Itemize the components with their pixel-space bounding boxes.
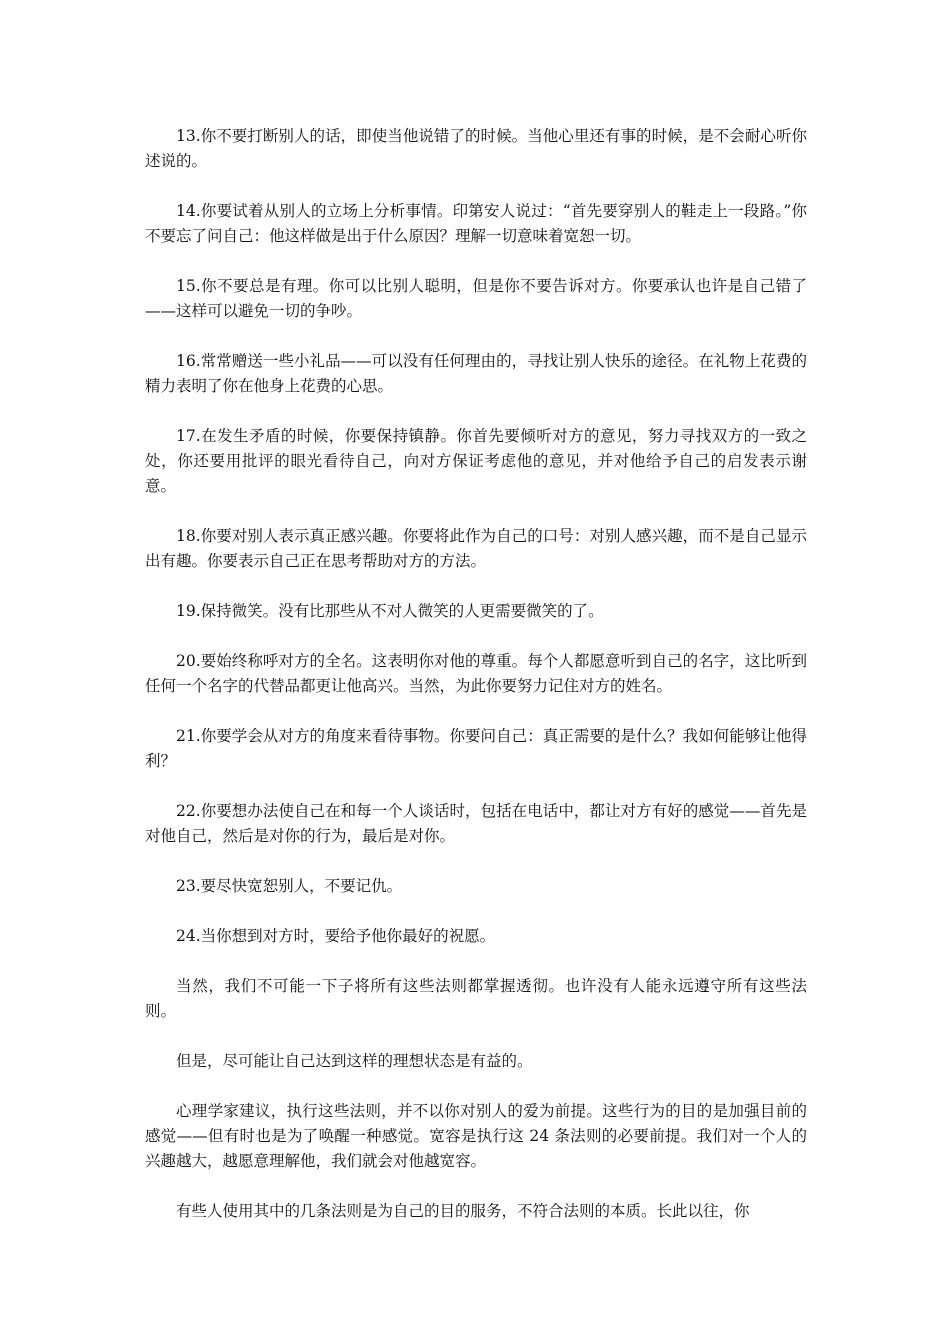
- paragraph-rule-22: 22.你要想办法使自己在和每一个人谈话时，包括在电话中，都让对方有好的感觉——首先是对他自己，然后是对你的行为，最后是对你。: [145, 802, 807, 845]
- paragraph-conclusion-2: 但是，尽可能让自己达到这样的理想状态是有益的。: [176, 1052, 533, 1070]
- paragraph-continuation: 有些人使用其中的几条法则是为自己的目的服务，不符合法则的本质。长此以往，你: [176, 1202, 750, 1220]
- paragraph-rule-16: 16.常常赠送一些小礼品——可以没有任何理由的，寻找让别人快乐的途径。在礼物上花费的精力表明了你在他身上花费的心思。: [145, 352, 807, 395]
- paragraph-psychologist-advice: 心理学家建议，执行这些法则，并不以你对别人的爱为前提。这些行为的目的是加强目前的感觉——但有时也是为了唤醒一种感觉。宽容是执行这 24 条法则的必要前提。我们对一个人的兴趣越大，越愿意理解他，我们就会对他越宽容。: [145, 1102, 807, 1170]
- paragraph-rule-20: 20.要始终称呼对方的全名。这表明你对他的尊重。每个人都愿意听到自己的名字，这比听到任何一个名字的代替品都更让他高兴。当然，为此你要努力记住对方的姓名。: [145, 652, 807, 695]
- document-body: [145, 124, 807, 1249]
- paragraph-rule-21: 21.你要学会从对方的角度来看待事物。你要问自己：真正需要的是什么？我如何能够让他得利？: [145, 727, 807, 770]
- paragraph-rule-14: 14.你要试着从别人的立场上分析事情。印第安人说过：“首先要穿别人的鞋走上一段路。”你不要忘了问自己：他这样做是出于什么原因？理解一切意味着宽恕一切。: [145, 202, 807, 245]
- paragraph-rule-18: 18.你要对别人表示真正感兴趣。你要将此作为自己的口号：对别人感兴趣，而不是自己显示出有趣。你要表示自己正在思考帮助对方的方法。: [145, 527, 807, 570]
- paragraph-rule-24: 24.当你想到对方时，要给予他你最好的祝愿。: [176, 927, 496, 945]
- paragraph-rule-13: 13.你不要打断别人的话，即使当他说错了的时候。当他心里还有事的时候，是不会耐心听你述说的。: [145, 127, 807, 170]
- paragraph-rule-23: 23.要尽快宽恕别人，不要记仇。: [176, 877, 403, 895]
- paragraph-conclusion-1: 当然，我们不可能一下子将所有这些法则都掌握透彻。也许没有人能永远遵守所有这些法则。: [145, 977, 807, 1020]
- paragraph-rule-19: 19.保持微笑。没有比那些从不对人微笑的人更需要微笑的了。: [176, 602, 604, 620]
- paragraph-rule-17: 17.在发生矛盾的时候，你要保持镇静。你首先要倾听对方的意见，努力寻找双方的一致之处，你还要用批评的眼光看待自己，向对方保证考虑他的意见，并对他给予自己的启发表示谢意。: [145, 427, 807, 495]
- paragraph-rule-15: 15.你不要总是有理。你可以比别人聪明，但是你不要告诉对方。你要承认也许是自己错了——这样可以避免一切的争吵。: [145, 277, 807, 320]
